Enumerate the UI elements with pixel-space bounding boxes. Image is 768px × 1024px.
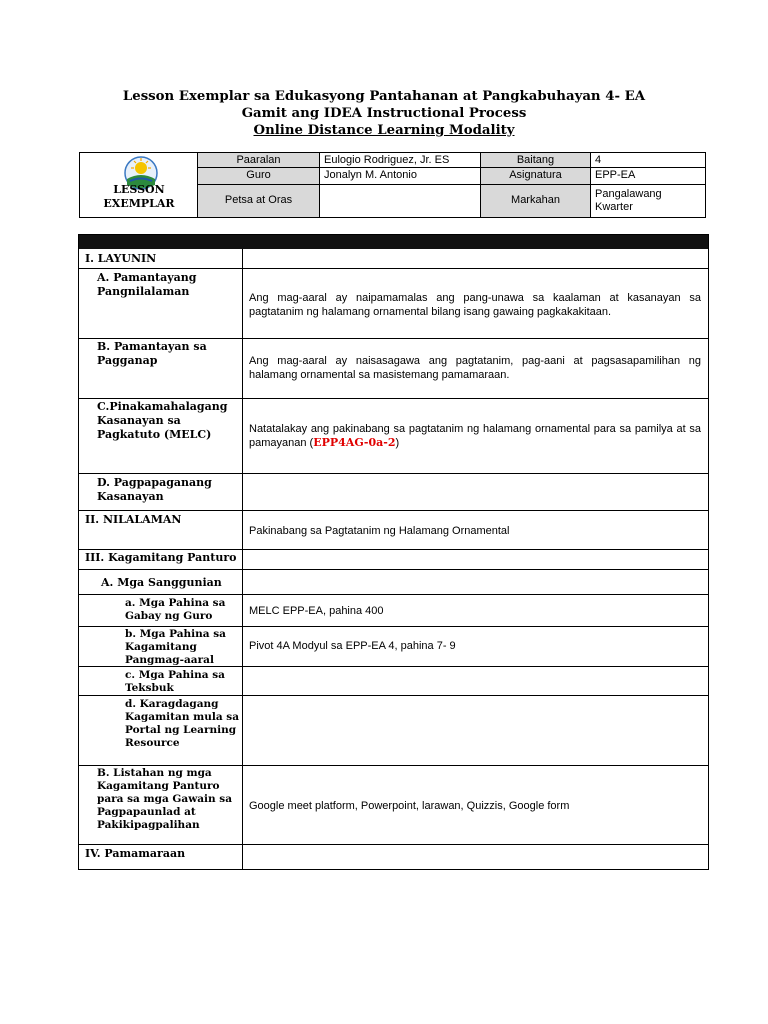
guro-value: Jonalyn M. Antonio xyxy=(320,168,481,185)
logo-label-lesson: LESSON xyxy=(113,183,165,196)
logo-label-exemplar: EXEMPLAR xyxy=(103,197,175,210)
markahan-value: Pangalawang Kwarter xyxy=(595,188,662,213)
document-title: Lesson Exemplar sa Edukasyong Pantahanan at Pangkabuhayan 4- EA xyxy=(122,89,646,104)
row-divider xyxy=(79,549,708,550)
pamantayan-sa-pagganap-label: B. Pamantayan sa Pagganap xyxy=(97,340,207,367)
teksbuk-label: c. Mga Pahina sa Teksbuk xyxy=(125,669,225,694)
melc-label: C.Pinakamahalagang Kasanayan sa Pagkatuto (MELC) xyxy=(97,400,228,441)
section-nilalaman: II. NILALAMAN xyxy=(85,513,182,526)
nilalaman-text: Pakinabang sa Pagtatanim ng Halamang Ornamental xyxy=(249,525,510,537)
melc-text-body: Natatalakay ang pakinabang sa pagtatanim ng halamang ornamental para sa pamilya at sa pamayanan ( xyxy=(249,423,701,449)
melc-text xyxy=(249,422,701,450)
row-divider xyxy=(79,626,708,627)
row-divider xyxy=(79,398,708,399)
section-kagamitang-panturo: III. Kagamitang Panturo xyxy=(85,551,237,564)
melc-code: EPP4AG-0a-2 xyxy=(313,436,396,449)
petsa-value xyxy=(320,185,481,217)
asignatura-label: Asignatura xyxy=(481,168,591,185)
melc-text-close: ) xyxy=(395,437,400,449)
row-divider xyxy=(79,510,708,511)
document-subtitle: Gamit ang IDEA Instructional Process xyxy=(241,106,527,121)
row-divider xyxy=(79,695,708,696)
portal-learning-resource-label: d. Karagdagang Kagamitan mula sa Portal ng Learning Resource xyxy=(125,698,240,749)
kagamitang-pangmag-aaral-label: b. Mga Pahina sa Kagamitang Pangmag-aaral xyxy=(125,628,226,666)
row-divider xyxy=(79,844,708,845)
listahan-kagamitang-panturo-label: B. Listahan ng mga Kagamitang Panturo para sa mga Gawain sa Pagpapaunlad at Pakikipagpalihan xyxy=(97,767,233,831)
pagpapaganang-kasanayan-label: D. Pagpapaganang Kasanayan xyxy=(97,476,212,503)
column-divider xyxy=(242,249,243,869)
markahan-label: Markahan xyxy=(481,185,591,217)
kagamitang-pangmag-aaral-text: Pivot 4A Modyul sa EPP-EA 4, pahina 7- 9 xyxy=(249,640,456,652)
table-header-bar xyxy=(79,235,708,249)
listahan-kagamitang-panturo-text: Google meet platform, Powerpoint, larawan, Quizzis, Google form xyxy=(249,800,570,812)
row-divider xyxy=(79,473,708,474)
paaralan-label: Paaralan xyxy=(198,153,320,168)
row-divider xyxy=(79,569,708,570)
baitang-value: 4 xyxy=(591,153,705,168)
baitang-label: Baitang xyxy=(481,153,591,168)
gabay-ng-guro-label: a. Mga Pahina sa Gabay ng Guro xyxy=(125,597,226,622)
document-title-block xyxy=(0,88,768,139)
mga-sanggunian-label: A. Mga Sanggunian xyxy=(101,576,222,589)
pamantayan-sa-pagganap-text: Ang mag-aaral ay naisasagawa ang pagtatanim, pag-aani at pagsasapamilihan ng halamang ornamental sa masistemang pamamaraan. xyxy=(249,355,701,381)
lesson-plan-table xyxy=(78,234,709,870)
gabay-ng-guro-text: MELC EPP-EA, pahina 400 xyxy=(249,605,384,617)
section-pamamaraan: IV. Pamamaraan xyxy=(85,847,186,860)
document-modality: Online Distance Learning Modality xyxy=(253,123,515,138)
petsa-label: Petsa at Oras xyxy=(198,185,320,217)
asignatura-value: EPP-EA xyxy=(591,168,705,185)
pamantayang-pangnilalaman-label: A. Pamantayang Pangnilalaman xyxy=(97,271,197,298)
guro-label: Guro xyxy=(198,168,320,185)
row-divider xyxy=(79,268,708,269)
section-layunin: I. LAYUNIN xyxy=(85,252,157,265)
row-divider xyxy=(79,338,708,339)
header-info-table xyxy=(79,152,706,218)
pamantayang-pangnilalaman-text: Ang mag-aaral ay naipamamalas ang pang-unawa sa kaalaman at kasanayan sa pagtatanim ng halamang ornamental bilang isang gawaing pagkakakitaan. xyxy=(249,292,701,318)
paaralan-value: Eulogio Rodriguez, Jr. ES xyxy=(320,153,481,168)
row-divider xyxy=(79,594,708,595)
logo-cell xyxy=(80,153,198,217)
row-divider xyxy=(79,765,708,766)
